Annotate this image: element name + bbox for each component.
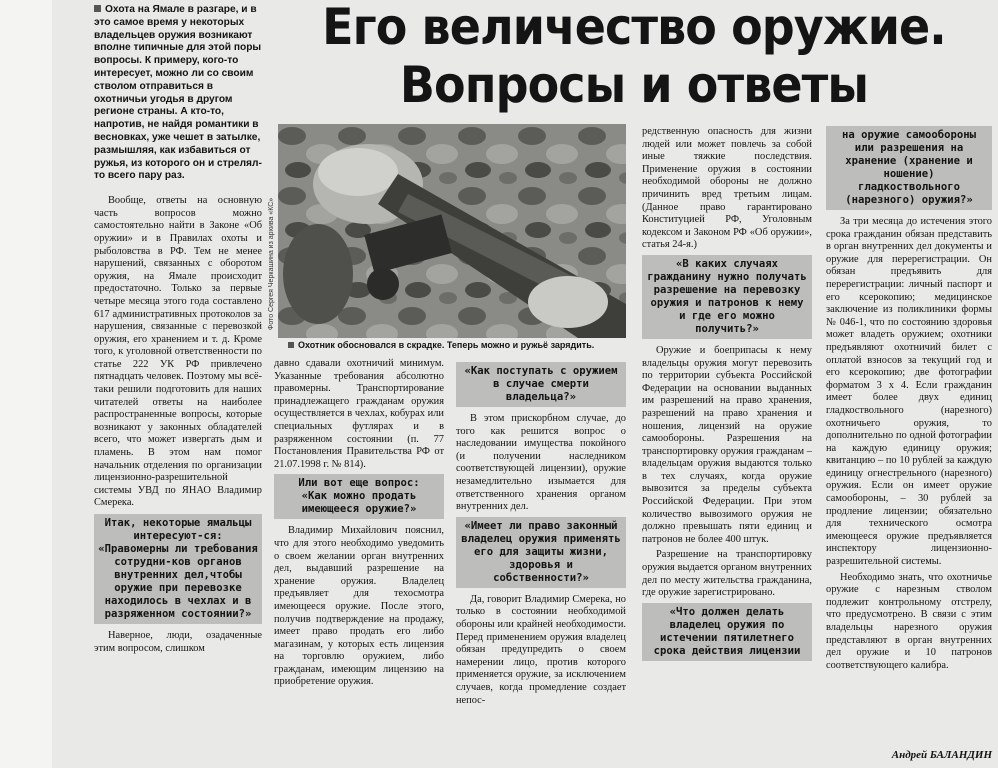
question-text: «Как можно продать имеющееся оружие?»	[301, 490, 417, 516]
question-box: «В каких случаях гражданину нужно получать разрешение на перевозку оружия и патронов к нему и где его можно получить?»	[642, 255, 812, 339]
question-box: Итак, некоторые ямальцы интересуют-ся: «Правомерны ли требования сотрудни-ков органов внутренних дел,чтобы оружие при перевозке находилось в чехлах и в разряженном состоянии?»	[94, 514, 262, 624]
body-paragraph: редственную опасность для жизни людей или может повлечь за собой иные тяжкие последствия. Применение оружия в состоянии необходимой обороны не должно причинить вред третьим лицам. (Данное право гарантировано Конституцией РФ, Уголовным кодексом и Законом РФ «Об оружии», статья 24-я.)	[642, 126, 812, 251]
headline-line-1: Его величество оружие.	[322, 0, 946, 56]
caption-text: Охотник обосновался в скрадке. Теперь можно и ружьё зарядить.	[298, 340, 595, 350]
photo-caption	[288, 340, 624, 351]
question-box: «Что должен делать владелец оружия по истечении пятилетнего срока действия лицензии	[642, 603, 812, 661]
page-margin	[0, 0, 52, 768]
author-signature: Андрей БАЛАНДИН	[891, 749, 992, 761]
body-paragraph: За три месяца до истечения этого срока гражданин обязан представить в орган внутренних дел документы и оружие для перерегистрации. Он обязан предъявить для перерегистрации: личный паспорт и его ксерокопию; медицинское заключение из поликлиники формы № 046-1, что по состоянию здоровья может владеть оружием; охотники предъявляют охотничий билет с оплатой взносов за текущий год и его ксерокопию; две фотографии форматом 3 х 4. Если гражданин имеет более двух единиц гладкоствольного (нарезного) охотничьего оружия, то дополнительно по одной фотографии на каждую единицу оружия; квитанцию – по 10 рублей за каждую единицу огнестрельного (нарезного) оружия. Если он имеет оружие самообороны, – 30 рублей за продление лицензии; обязательно для технического осмотра имеющееся оружие предъявляется инспектору лицензионно-разрешительной системы.	[826, 216, 992, 568]
body-paragraph: Вообще, ответы на основную часть вопросов можно самостоятельно найти в Законе «Об оружии» и в Правилах охоты и рыболовства в РФ. Тем не менее нарушений, связанных с оборотом оружия, на Ямале происходит предостаточно. Только за первые четыре месяца этого года составлено 617 административных протоколов за нарушения, связанные с перевозкой оружия, его хранением и т. д. Кроме того, к уголовной ответственности по статье 222 УК РФ привлечено пятнадцать человек. Поэтому мы всё-таки решили подготовить для наших читателей ответы на наиболее распространенные вопросы, которые возникают у законных обладателей всего, что может извергать дым и пламень. В этом нам помог начальник отделения по организации лицензионно-разрешительной системы УВД по ЯНАО Владимир Смерека.	[94, 195, 262, 509]
photo-image	[278, 124, 626, 338]
body-paragraph: Владимир Михайлович пояснил, что для этого необходимо уведомить о своем желании орган внутренних дел, выдавший разрешение на хранение оружия. Владелец предъявляет для техосмотра имеющееся оружие. После этого, получив подтверждение на продажу, имеет право продать его либо магазинам, у которых есть лицензия на торговлю оружием, либо гражданам, имеющим лицензию на приобретение оружия.	[274, 525, 444, 688]
body-paragraph: Наверное, люди, озадаченные этим вопросом, слишком	[94, 630, 262, 654]
lead-paragraph	[94, 4, 262, 183]
question-box-continued: на оружие самообороны или разрешения на хранение (хранение и ношение) гладкоствольного (нарезного) оружия?»	[826, 126, 992, 210]
question-box	[274, 474, 444, 519]
column-2	[274, 358, 444, 692]
bullet-square-icon	[94, 5, 101, 12]
body-paragraph: Да, говорит Владимир Смерека, но только в состоянии необходимой обороны или крайней необходимости. Перед применением оружия владелец обязан предупредить о своем намерении лицо, против которого применяется оружие, за исключением случаев, когда промедление создает непос-	[456, 593, 626, 706]
headline-line-2: Вопросы и ответы	[399, 56, 869, 114]
photo-credit: Фото Сергея Черкашина из архива «КС»	[268, 197, 275, 330]
lead-text: Охота на Ямале в разгаре, и в это самое время у некоторых владельцев оружия возникают вполне типичные для этой поры вопросы. К примеру, кого-то интересует, можно ли со своим стволом отправиться в охотничьи угодья в другом регионе страны. А кто-то, напротив, не найдя романтики в весновках, уже чешет в затылке, размышляя, как избавиться от ружья, из которого он и стрелял-то всего пару раз.	[94, 4, 262, 182]
body-paragraph: Оружие и боеприпасы к нему владельцы оружия могут перевозить по территории субъекта Российской Федерации на основании выданных им разрешений на право хранения, разрешений на право хранения и ношения, лицензий на оружие самообороны. Разрешения на транспортировку оружия гражданам – владельцам оружия выдаются только в тех случаях, когда оружие вывозится за пределы субъекта Российской Федерации. При этом количество вывозимого оружия не должно превышать пяти единиц и патронов не более 400 штук.	[642, 344, 812, 545]
column-3	[456, 360, 626, 710]
column-4	[642, 126, 812, 667]
bullet-square-icon	[288, 342, 294, 348]
column-5	[826, 126, 992, 675]
body-paragraph: В этом прискорбном случае, до того как решится вопрос о наследовании имущества покойного (и получении наследником соответствующей лицензии), оружие незамедлительно изымается для ответственного хранения органом внутренних дел.	[456, 413, 626, 513]
question-intro: Или вот еще вопрос:	[298, 477, 420, 490]
headline	[270, 0, 998, 114]
question-box: «Как поступать с оружием в случае смерти владельца?»	[456, 362, 626, 407]
body-paragraph: Необходимо знать, что охотничье оружие с нарезным стволом подлежит контрольному отстрелу, что предусмотрено. В связи с этим владельцы нарезного оружия представляют в орган внутренних дел оружие и 10 патронов соответствующего калибра.	[826, 571, 992, 671]
body-paragraph: давно сдавали охотничий минимум. Указанные требования абсолютно правомерны. Транспортирование принадлежащего гражданам оружия осуществляется в чехлах, кобурах или специальных футлярах и в разряженном состоянии (п. 77 Постановления Правительства РФ от 21.07.1998 г. № 814).	[274, 358, 444, 470]
photo-hunter-gun	[278, 124, 626, 338]
body-paragraph: Разрешение на транспортировку оружия выдается органом внутренних дел по месту жительства гражданина, где оружие зарегистрировано.	[642, 549, 812, 599]
question-box: «Имеет ли право законный владелец оружия применять его для защиты жизни, здоровья и собственности?»	[456, 517, 626, 588]
column-1	[94, 4, 262, 658]
